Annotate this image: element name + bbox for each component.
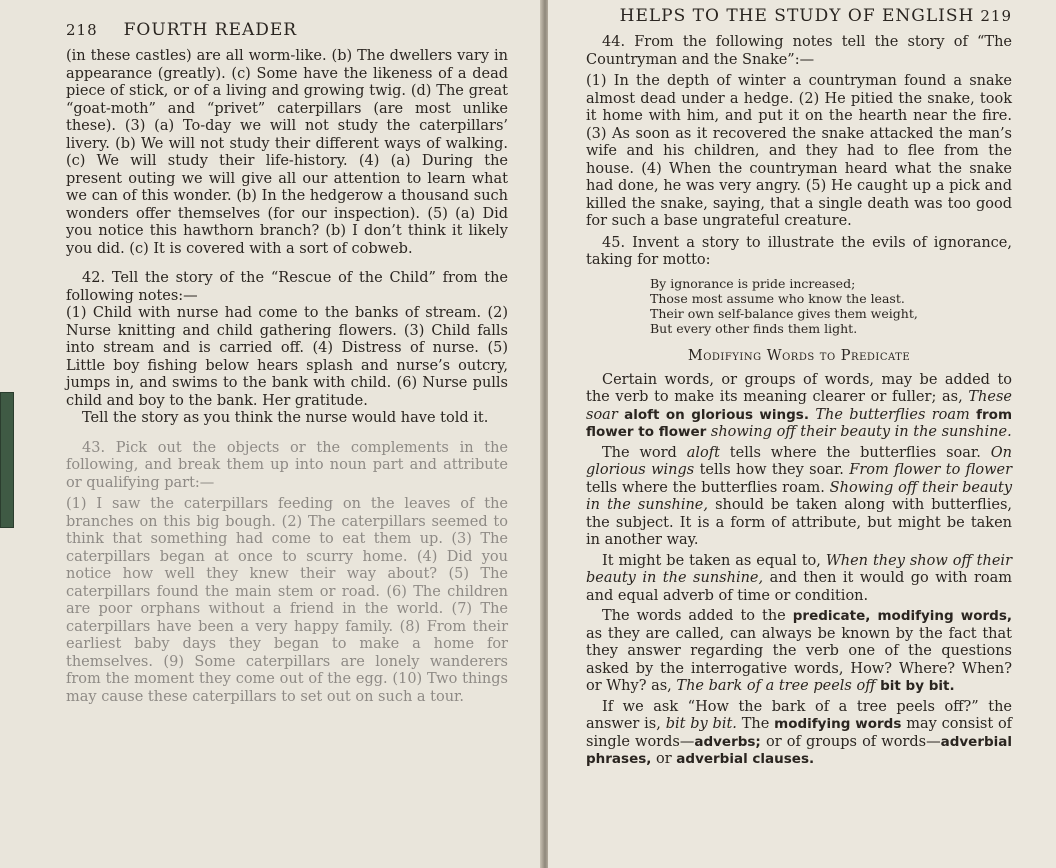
poem-line: Their own self-balance gives them weight,: [650, 305, 918, 321]
motto-poem: [650, 276, 1012, 336]
right-page: [548, 0, 1056, 868]
poem-line: By ignorance is pride increased;: [650, 275, 856, 291]
section-heading: Modifying Words to Predicate: [687, 347, 911, 364]
right-running-head: [586, 6, 1012, 34]
paragraph-modifying-words: The words added to the predicate, modifying words, as they are called, can always be known by the fact that they answer regarding the verb one of the questions asked by the interrogative words, How? Where? When? or Why? as, The bark of a tree peels off bit by bit.: [586, 608, 1012, 694]
paragraph-summary: If we ask “How the bark of a tree peels off?” the answer is, bit by bit. The modifying words may consist of single words—adverbs; or of groups of words—adverbial phrases, or adverbial clauses.: [586, 698, 1013, 767]
running-head-title-right: HELPS TO THE STUDY OF ENGLISH: [619, 6, 975, 26]
paragraph-definition: Certain words, or groups of words, may be added to the verb to make its meaning clearer or fuller; as, These soar aloft on glorious wings. The butterflies roam from flower to flower showing off their beauty in the sunshine.: [586, 371, 1013, 440]
exercise-45-title: 45. Invent a story to illustrate the evils of ignorance, taking for motto:: [586, 234, 1012, 268]
green-ribbon-tab: [0, 392, 14, 528]
running-head-title-left: FOURTH READER: [123, 20, 298, 40]
exercise-44-title: 44. From the following notes tell the story of “The Countryman and the Snake”:—: [586, 34, 1012, 68]
paragraph-explanation: The word aloft tells where the butterflies soar. On glorious wings tells how they soar. From flower to flower tells where the butterflies roam. Showing off their beauty in the sunshine, should be taken along with butterflies, the subject. It is a form of attribute, but might be taken in another way.: [586, 444, 1013, 548]
page-number-right: 219: [980, 7, 1012, 25]
exercise-41-continuation: (in these castles) are all worm-like. (b) The dwellers vary in appearance (greatly). (c) Some have the likeness of a dead piece of stick, or of a living and growing twig. (d) The great “goat-moth” and “privet” caterpillars (are most unlike these). (3) (a) To-day we will not study the caterpillars’ livery. (b) We will not study their different ways of walking. (c) We will study their life-history. (4) (a) During the present outing we will give all our attention to learn what we can of this wonder. (b) In the hedgerow a thousand such wonders offer themselves (for our inspection). (5) (a) Did you notice this hawthorn branch? (b) I don’t think it likely you did. (c) It is covered with a sort of cobweb.: [66, 48, 508, 257]
exercise-44-notes: (1) In the depth of winter a countryman found a snake almost dead under a hedge. (2) He pitied the snake, took it home with him, and put it on the hearth near the fire. (3) As soon as it recovered the snake attacked the man’s wife and his children, and they had to flee from the house. (4) When the countryman heard what the snake had done, he was very angry. (5) He caught up a pick and killed the snake, saying, that a single death was too good for such a base ungrateful creature.: [586, 73, 1012, 229]
exercise-43-title: 43. Pick out the objects or the complements in the following, and break them up into noun part and attribute or qualifying part:—: [66, 439, 508, 491]
poem-line: But every other finds them light.: [650, 320, 858, 336]
exercise-43-items: (1) I saw the caterpillars feeding on the leaves of the branches on this big bough. (2) The caterpillars seemed to think that something had come to eat them up. (3) The caterpillars began at once to scurry home. (4) Did you notice how well they knew their way about? (5) The caterpillars found the main stem or road. (6) The children are poor orphans without a friend in the world. (7) The caterpillars have been a very happy family. (8) From their earliest baby days they began to make a home for themselves. (9) Some caterpillars are lonely wanderers from the moment they come out of the egg. (10) Two things may cause these caterpillars to set out on such a tour.: [66, 496, 508, 705]
exercise-42-instruction: Tell the story as you think the nurse would have told it.: [82, 410, 489, 426]
left-running-head: [66, 20, 508, 48]
exercise-42-notes: (1) Child with nurse had come to the banks of stream. (2) Nurse knitting and child gathering flowers. (3) Child falls into stream and is carried off. (4) Distress of nurse. (5) Little boy fishing below hears splash and nurse’s outcry, jumps in, and swims to the bank with child. (6) Nurse pulls child and boy to the bank. Her gratitude.: [66, 305, 508, 409]
exercise-42-title: 42. Tell the story of the “Rescue of the Child” from the following notes:—: [66, 270, 508, 304]
page-number-left: 218: [66, 21, 98, 39]
paragraph-alternative: It might be taken as equal to, When they show off their beauty in the sunshine, and then it would go with roam and equal adverb of time or condition.: [586, 552, 1012, 604]
poem-line: Those most assume who know the least.: [650, 290, 905, 306]
